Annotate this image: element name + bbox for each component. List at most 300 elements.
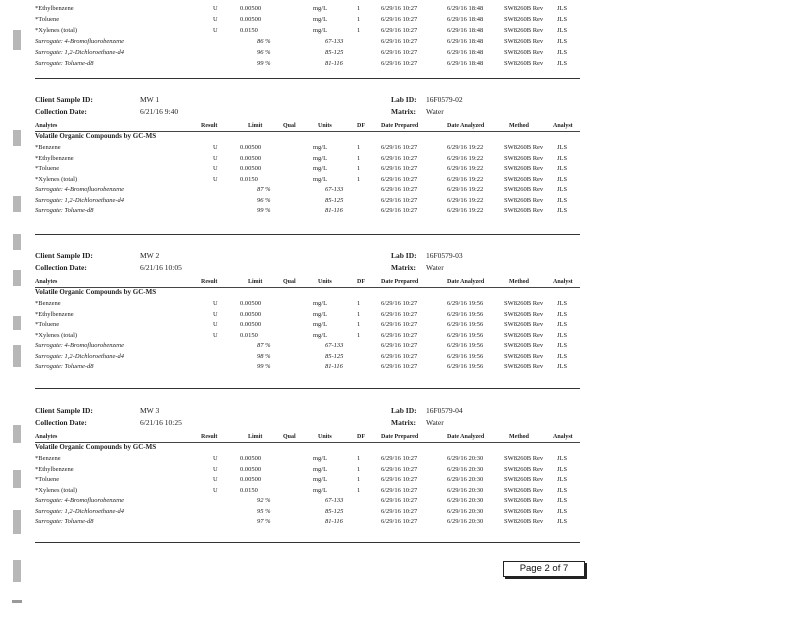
column-header-units: Units (318, 123, 332, 129)
analyte-row (35, 465, 580, 474)
limit-cell: 99 % (257, 60, 271, 67)
binder-edge-mark (13, 270, 21, 286)
surrogate-row (35, 517, 580, 526)
analyte-name: *Ethylbenzene (35, 310, 74, 318)
date-prepared-cell: 6/29/16 10:27 (381, 465, 418, 473)
analyte-row (35, 164, 580, 173)
units-cell: mg/L (313, 16, 328, 23)
analyte-name: *Benzene (35, 144, 61, 151)
result-cell: U (213, 5, 218, 12)
analyte-name: *Xylenes (total) (35, 331, 78, 339)
units-cell: 81-116 (325, 60, 343, 67)
limit-cell: 0.00500 (240, 476, 262, 483)
units-cell: 67-133 (325, 38, 344, 45)
date-prepared-cell: 6/29/16 10:27 (381, 497, 418, 504)
collection-date-value: 6/21/16 10:25 (140, 418, 182, 427)
analyte-name: *Ethylbenzene (35, 154, 74, 162)
analyte-name: *Xylenes (total) (35, 27, 78, 34)
analyst-cell: JLS (557, 497, 568, 504)
column-header-method: Method (509, 434, 529, 440)
limit-cell: 98 % (257, 352, 271, 360)
units-cell: mg/L (313, 331, 328, 339)
analyst-cell: JLS (557, 144, 568, 151)
units-cell: mg/L (313, 486, 328, 494)
limit-cell: 87 % (257, 186, 271, 193)
column-header-analyst: Analyst (553, 434, 573, 440)
date-analyzed-cell: 6/29/16 19:56 (447, 331, 484, 339)
result-cell: U (213, 476, 218, 483)
lab-id-value: 16F0579-04 (426, 406, 463, 415)
result-cell: U (213, 165, 218, 172)
limit-cell: 86 % (257, 38, 271, 45)
analyst-cell: JLS (557, 196, 568, 204)
method-group-title: Volatile Organic Compounds by GC-MS (35, 132, 157, 140)
method-group-title: Volatile Organic Compounds by GC-MS (35, 443, 157, 451)
surrogate-row (35, 59, 580, 68)
column-header-row (35, 278, 580, 288)
date-prepared-cell: 6/29/16 10:27 (381, 5, 418, 12)
surrogate-row (35, 37, 580, 46)
limit-cell: 0.00500 (240, 16, 262, 23)
df-cell: 1 (357, 154, 361, 162)
result-cell: U (213, 300, 218, 307)
analyst-cell: JLS (557, 507, 568, 515)
collection-date-value: 6/21/16 9:40 (140, 107, 179, 116)
binder-edge-mark (13, 425, 21, 443)
method-cell: SW8260B Rev (504, 331, 544, 339)
analyte-name: *Ethylbenzene (35, 465, 74, 473)
date-prepared-cell: 6/29/16 10:27 (381, 455, 418, 462)
matrix-label: Matrix: (391, 418, 416, 427)
date-analyzed-cell: 6/29/16 19:22 (447, 196, 484, 204)
analyte-name: Surrogate: 4-Bromofluorobenzene (35, 497, 125, 504)
df-cell: 1 (357, 310, 361, 318)
binder-edge-mark (13, 560, 21, 582)
limit-cell: 0.0150 (240, 331, 258, 339)
limit-cell: 0.0150 (240, 27, 258, 34)
date-prepared-cell: 6/29/16 10:27 (381, 175, 418, 183)
date-analyzed-cell: 6/29/16 18:48 (447, 16, 484, 23)
section-divider (35, 234, 580, 235)
date-analyzed-cell: 6/29/16 19:56 (447, 342, 484, 349)
method-cell: SW8260B Rev (504, 486, 544, 494)
analyte-row (35, 486, 580, 495)
units-cell: mg/L (313, 154, 328, 162)
section-divider (35, 388, 580, 389)
analyst-cell: JLS (557, 363, 568, 370)
date-analyzed-cell: 6/29/16 19:56 (447, 363, 484, 370)
surrogate-row (35, 48, 580, 57)
analyte-name: *Benzene (35, 300, 61, 307)
method-cell: SW8260B Rev (504, 497, 544, 504)
binder-edge-mark (13, 345, 21, 367)
limit-cell: 0.0150 (240, 175, 258, 183)
method-cell: SW8260B Rev (504, 352, 544, 360)
analyte-row (35, 26, 580, 35)
analyst-cell: JLS (557, 207, 568, 214)
column-header-df: DF (357, 123, 365, 129)
column-header-analyst: Analyst (553, 279, 573, 285)
limit-cell: 0.00500 (240, 144, 262, 151)
date-analyzed-cell: 6/29/16 19:22 (447, 165, 484, 172)
method-cell: SW8260B Rev (504, 455, 544, 462)
analyte-name: *Ethylbenzene (35, 5, 74, 12)
analyst-cell: JLS (557, 518, 568, 525)
matrix-label: Matrix: (391, 263, 416, 272)
method-cell: SW8260B Rev (504, 175, 544, 183)
limit-cell: 0.00500 (240, 300, 262, 307)
method-cell: SW8260B Rev (504, 5, 544, 12)
analyst-cell: JLS (557, 342, 568, 349)
analyst-cell: JLS (557, 49, 568, 56)
method-cell: SW8260B Rev (504, 507, 544, 515)
method-cell: SW8260B Rev (504, 27, 544, 34)
date-analyzed-cell: 6/29/16 18:48 (447, 38, 484, 45)
units-cell: 85-125 (325, 49, 344, 56)
method-cell: SW8260B Rev (504, 465, 544, 473)
date-analyzed-cell: 6/29/16 20:30 (447, 465, 484, 473)
matrix-value: Water (426, 418, 444, 427)
df-cell: 1 (357, 300, 361, 307)
date-prepared-cell: 6/29/16 10:27 (381, 518, 418, 525)
units-cell: mg/L (313, 165, 328, 172)
units-cell: mg/L (313, 300, 328, 307)
analyte-name: *Toluene (35, 165, 60, 172)
section-divider (35, 78, 580, 79)
date-prepared-cell: 6/29/16 10:27 (381, 207, 418, 214)
date-analyzed-cell: 6/29/16 20:30 (447, 486, 484, 494)
client-sample-id-value: MW 1 (140, 95, 160, 104)
surrogate-row (35, 196, 580, 205)
date-prepared-cell: 6/29/16 10:27 (381, 486, 418, 494)
df-cell: 1 (357, 16, 361, 23)
df-cell: 1 (357, 486, 361, 494)
analyte-name: Surrogate: 4-Bromofluorobenzene (35, 186, 125, 193)
date-analyzed-cell: 6/29/16 18:48 (447, 5, 484, 12)
method-cell: SW8260B Rev (504, 363, 544, 370)
analyte-row (35, 175, 580, 184)
surrogate-row (35, 507, 580, 516)
result-cell: U (213, 175, 218, 183)
date-analyzed-cell: 6/29/16 18:48 (447, 60, 484, 67)
date-prepared-cell: 6/29/16 10:27 (381, 165, 418, 172)
analyst-cell: JLS (557, 16, 568, 23)
matrix-value: Water (426, 107, 444, 116)
method-cell: SW8260B Rev (504, 518, 544, 525)
analyte-name: Surrogate: Toluene-d8 (35, 363, 94, 370)
date-prepared-cell: 6/29/16 10:27 (381, 49, 418, 56)
surrogate-row (35, 206, 580, 215)
collection-date-label: Collection Date: (35, 418, 87, 427)
units-cell: mg/L (313, 27, 328, 34)
column-header-analyst: Analyst (553, 123, 573, 129)
column-header-row (35, 122, 580, 132)
date-analyzed-cell: 6/29/16 19:56 (447, 352, 484, 360)
analyst-cell: JLS (557, 455, 568, 462)
lab-id-value: 16F0579-02 (426, 95, 463, 104)
result-cell: U (213, 465, 218, 473)
limit-cell: 92 % (257, 497, 271, 504)
date-prepared-cell: 6/29/16 10:27 (381, 363, 418, 370)
date-analyzed-cell: 6/29/16 19:56 (447, 321, 484, 328)
analyst-cell: JLS (557, 5, 568, 12)
units-cell: 81-116 (325, 518, 343, 525)
units-cell: mg/L (313, 455, 328, 462)
client-sample-id-label: Client Sample ID: (35, 406, 93, 415)
analyst-cell: JLS (557, 321, 568, 328)
method-cell: SW8260B Rev (504, 186, 544, 193)
analyst-cell: JLS (557, 465, 568, 473)
client-sample-id-value: MW 2 (140, 251, 160, 260)
result-cell: U (213, 321, 218, 328)
binder-edge-mark (13, 470, 21, 488)
analyst-cell: JLS (557, 300, 568, 307)
analyte-row (35, 143, 580, 152)
units-cell: 81-116 (325, 207, 343, 214)
units-cell: 67-133 (325, 497, 344, 504)
date-prepared-cell: 6/29/16 10:27 (381, 186, 418, 193)
column-header-limit: Limit (248, 279, 263, 285)
lab-id-label: Lab ID: (391, 251, 417, 260)
units-cell: 67-133 (325, 186, 344, 193)
limit-cell: 95 % (257, 507, 271, 515)
column-header-result: Result (201, 434, 218, 440)
column-header-analyzed: Date Analyzed (447, 279, 485, 285)
df-cell: 1 (357, 321, 361, 328)
limit-cell: 0.00500 (240, 5, 262, 12)
limit-cell: 0.00500 (240, 310, 262, 318)
column-header-analyzed: Date Analyzed (447, 434, 485, 440)
method-cell: SW8260B Rev (504, 144, 544, 151)
client-sample-id-label: Client Sample ID: (35, 95, 93, 104)
method-cell: SW8260B Rev (504, 154, 544, 162)
limit-cell: 0.00500 (240, 321, 262, 328)
analyst-cell: JLS (557, 310, 568, 318)
units-cell: mg/L (313, 5, 328, 12)
date-prepared-cell: 6/29/16 10:27 (381, 196, 418, 204)
date-prepared-cell: 6/29/16 10:27 (381, 60, 418, 67)
result-cell: U (213, 455, 218, 462)
edge-mark (12, 600, 22, 603)
units-cell: 81-116 (325, 363, 343, 370)
result-cell: U (213, 154, 218, 162)
analyte-name: Surrogate: 1,2-Dichloroethane-d4 (35, 352, 125, 360)
method-cell: SW8260B Rev (504, 60, 544, 67)
limit-cell: 0.00500 (240, 154, 262, 162)
limit-cell: 96 % (257, 49, 271, 56)
binder-edge-mark (13, 234, 21, 250)
date-prepared-cell: 6/29/16 10:27 (381, 507, 418, 515)
date-analyzed-cell: 6/29/16 20:30 (447, 507, 484, 515)
analyte-name: *Xylenes (total) (35, 486, 78, 494)
analyte-name: Surrogate: 4-Bromofluorobenzene (35, 38, 125, 45)
date-analyzed-cell: 6/29/16 18:48 (447, 49, 484, 56)
section-divider (35, 542, 580, 543)
method-group-title: Volatile Organic Compounds by GC-MS (35, 288, 157, 296)
analyte-name: Surrogate: Toluene-d8 (35, 60, 94, 67)
result-cell: U (213, 27, 218, 34)
method-cell: SW8260B Rev (504, 476, 544, 483)
date-analyzed-cell: 6/29/16 19:22 (447, 154, 484, 162)
binder-edge-mark (13, 30, 21, 50)
df-cell: 1 (357, 175, 361, 183)
column-header-analyzed: Date Analyzed (447, 123, 485, 129)
column-header-row (35, 433, 580, 443)
column-header-qual: Qual (283, 123, 296, 129)
analyst-cell: JLS (557, 331, 568, 339)
analyte-name: Surrogate: 1,2-Dichloroethane-d4 (35, 196, 125, 204)
analyst-cell: JLS (557, 352, 568, 360)
df-cell: 1 (357, 476, 361, 483)
date-prepared-cell: 6/29/16 10:27 (381, 16, 418, 23)
analyst-cell: JLS (557, 486, 568, 494)
binder-edge-mark (13, 130, 21, 146)
analyte-row (35, 331, 580, 340)
analyte-name: Surrogate: Toluene-d8 (35, 518, 94, 525)
client-sample-id-label: Client Sample ID: (35, 251, 93, 260)
result-cell: U (213, 310, 218, 318)
method-cell: SW8260B Rev (504, 207, 544, 214)
date-analyzed-cell: 6/29/16 20:30 (447, 476, 484, 483)
limit-cell: 0.00500 (240, 165, 262, 172)
collection-date-value: 6/21/16 10:05 (140, 263, 182, 272)
column-header-df: DF (357, 279, 365, 285)
column-header-result: Result (201, 123, 218, 129)
date-analyzed-cell: 6/29/16 20:30 (447, 497, 484, 504)
method-cell: SW8260B Rev (504, 342, 544, 349)
column-header-units: Units (318, 279, 332, 285)
limit-cell: 0.0150 (240, 486, 258, 494)
analyte-name: *Benzene (35, 455, 61, 462)
analyte-name: *Toluene (35, 321, 60, 328)
binder-edge-mark (13, 196, 21, 212)
date-prepared-cell: 6/29/16 10:27 (381, 144, 418, 151)
column-header-analytes: Analytes (35, 123, 58, 129)
date-analyzed-cell: 6/29/16 20:30 (447, 518, 484, 525)
surrogate-row (35, 341, 580, 350)
binder-edge-mark (13, 510, 21, 534)
df-cell: 1 (357, 144, 361, 151)
analyte-row (35, 475, 580, 484)
date-prepared-cell: 6/29/16 10:27 (381, 38, 418, 45)
limit-cell: 0.00500 (240, 455, 262, 462)
method-cell: SW8260B Rev (504, 165, 544, 172)
date-analyzed-cell: 6/29/16 19:22 (447, 207, 484, 214)
df-cell: 1 (357, 465, 361, 473)
lab-id-value: 16F0579-03 (426, 251, 463, 260)
analyte-row (35, 454, 580, 463)
date-analyzed-cell: 6/29/16 19:22 (447, 186, 484, 193)
analyte-row (35, 4, 580, 13)
analyte-row (35, 310, 580, 319)
units-cell: mg/L (313, 321, 328, 328)
binder-edge-mark (13, 316, 21, 330)
result-cell: U (213, 486, 218, 494)
analyte-name: *Xylenes (total) (35, 175, 78, 183)
date-analyzed-cell: 6/29/16 18:48 (447, 27, 484, 34)
units-cell: 85-125 (325, 507, 344, 515)
page-number: Page 2 of 7 (519, 563, 569, 574)
analyst-cell: JLS (557, 27, 568, 34)
limit-cell: 99 % (257, 363, 271, 370)
date-analyzed-cell: 6/29/16 19:22 (447, 144, 484, 151)
analyte-name: Surrogate: 1,2-Dichloroethane-d4 (35, 507, 125, 515)
limit-cell: 0.00500 (240, 465, 262, 473)
surrogate-row (35, 362, 580, 371)
surrogate-row (35, 352, 580, 361)
analyst-cell: JLS (557, 165, 568, 172)
collection-date-label: Collection Date: (35, 107, 87, 116)
analyst-cell: JLS (557, 38, 568, 45)
units-cell: mg/L (313, 476, 328, 483)
date-prepared-cell: 6/29/16 10:27 (381, 27, 418, 34)
column-header-prepared: Date Prepared (381, 279, 419, 285)
units-cell: mg/L (313, 310, 328, 318)
df-cell: 1 (357, 5, 361, 12)
column-header-qual: Qual (283, 279, 296, 285)
date-prepared-cell: 6/29/16 10:27 (381, 331, 418, 339)
date-analyzed-cell: 6/29/16 19:22 (447, 175, 484, 183)
df-cell: 1 (357, 165, 361, 172)
column-header-limit: Limit (248, 434, 263, 440)
surrogate-row (35, 185, 580, 194)
date-prepared-cell: 6/29/16 10:27 (381, 300, 418, 307)
analyst-cell: JLS (557, 476, 568, 483)
lab-id-label: Lab ID: (391, 95, 417, 104)
method-cell: SW8260B Rev (504, 49, 544, 56)
result-cell: U (213, 331, 218, 339)
column-header-method: Method (509, 123, 529, 129)
date-prepared-cell: 6/29/16 10:27 (381, 342, 418, 349)
surrogate-row (35, 496, 580, 505)
analyte-name: Surrogate: 4-Bromofluorobenzene (35, 342, 125, 349)
analyst-cell: JLS (557, 186, 568, 193)
limit-cell: 87 % (257, 342, 271, 349)
limit-cell: 96 % (257, 196, 271, 204)
df-cell: 1 (357, 27, 361, 34)
method-cell: SW8260B Rev (504, 16, 544, 23)
analyte-row (35, 15, 580, 24)
column-header-limit: Limit (248, 123, 263, 129)
units-cell: 85-125 (325, 352, 344, 360)
date-analyzed-cell: 6/29/16 20:30 (447, 455, 484, 462)
column-header-analytes: Analytes (35, 434, 58, 440)
method-cell: SW8260B Rev (504, 321, 544, 328)
date-analyzed-cell: 6/29/16 19:56 (447, 300, 484, 307)
page-number-box (503, 561, 585, 577)
date-analyzed-cell: 6/29/16 19:56 (447, 310, 484, 318)
result-cell: U (213, 16, 218, 23)
analyte-name: *Toluene (35, 16, 60, 23)
df-cell: 1 (357, 331, 361, 339)
column-header-units: Units (318, 434, 332, 440)
column-header-prepared: Date Prepared (381, 123, 419, 129)
method-cell: SW8260B Rev (504, 196, 544, 204)
column-header-method: Method (509, 279, 529, 285)
analyte-name: Surrogate: 1,2-Dichloroethane-d4 (35, 49, 125, 56)
lab-id-label: Lab ID: (391, 406, 417, 415)
analyte-name: Surrogate: Toluene-d8 (35, 207, 94, 214)
column-header-qual: Qual (283, 434, 296, 440)
column-header-df: DF (357, 434, 365, 440)
date-prepared-cell: 6/29/16 10:27 (381, 321, 418, 328)
method-cell: SW8260B Rev (504, 38, 544, 45)
column-header-prepared: Date Prepared (381, 434, 419, 440)
method-cell: SW8260B Rev (504, 310, 544, 318)
analyte-row (35, 320, 580, 329)
date-prepared-cell: 6/29/16 10:27 (381, 154, 418, 162)
date-prepared-cell: 6/29/16 10:27 (381, 352, 418, 360)
